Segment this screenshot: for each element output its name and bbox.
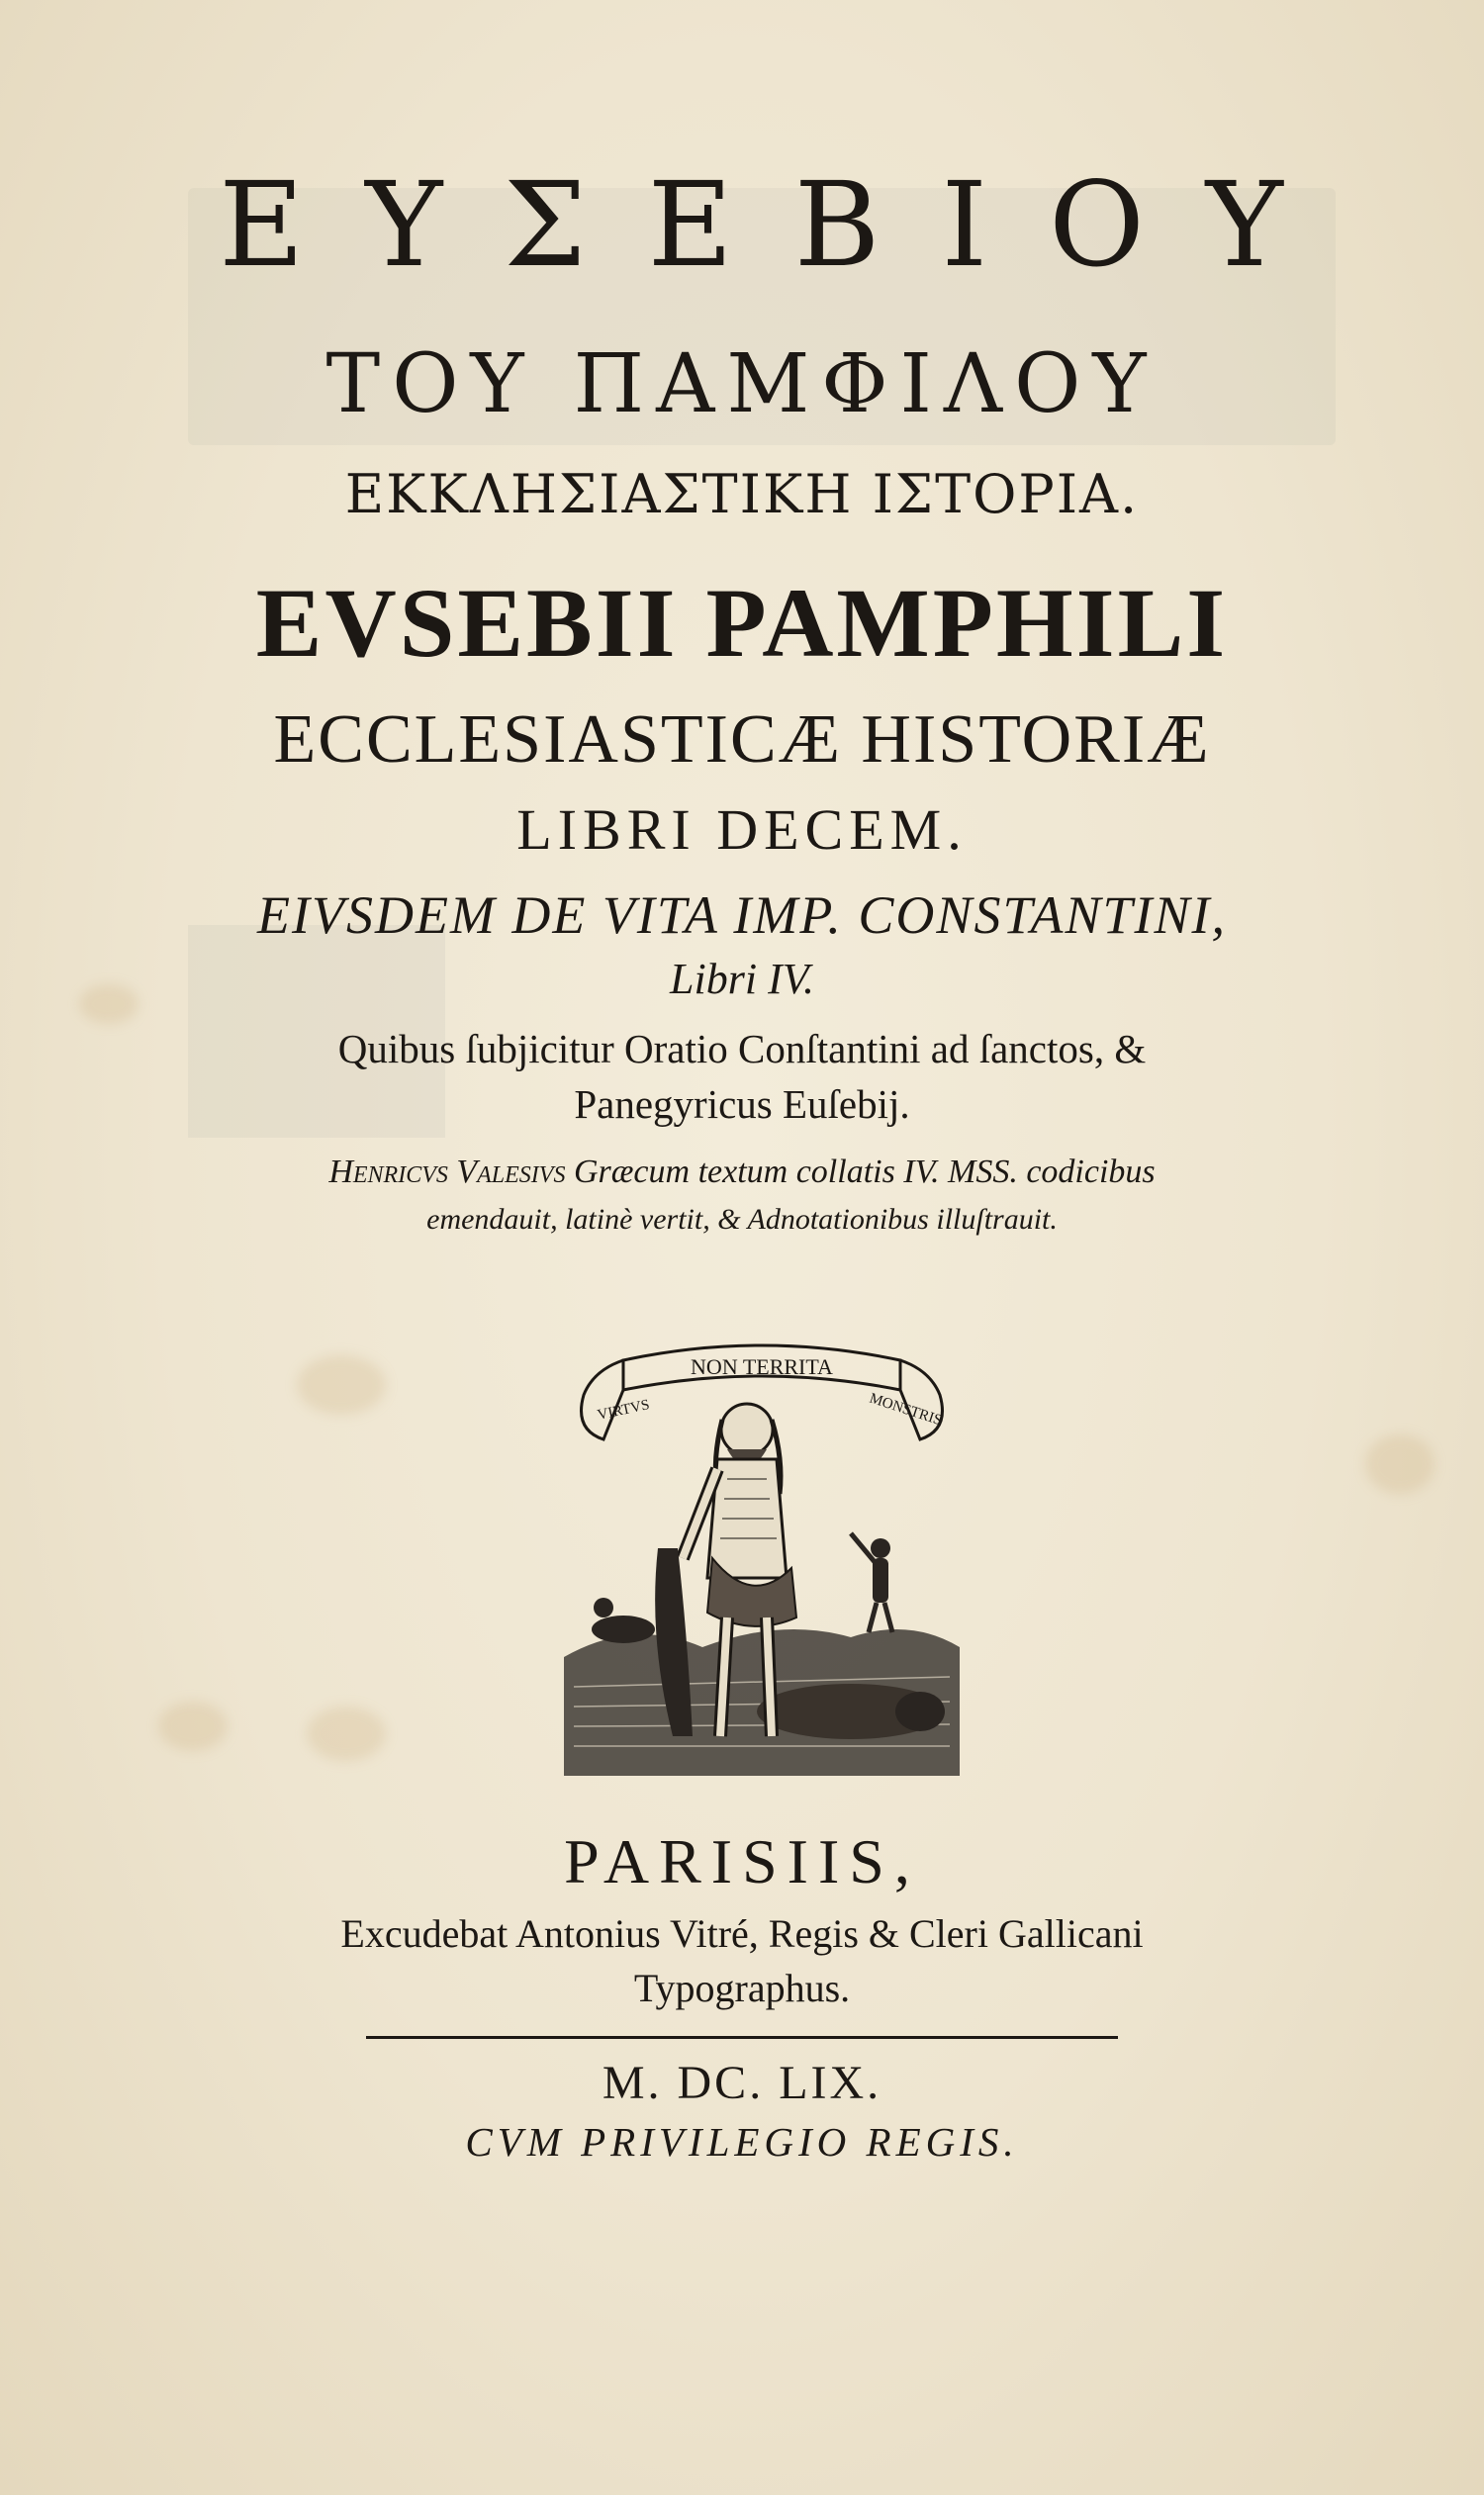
foxing-stain — [307, 1707, 386, 1761]
editor-name: Henricvs Valesivs — [328, 1154, 566, 1190]
foxing-stain — [297, 1355, 386, 1415]
greek-work-title: ΕΚΚΛΗΣΙΑΣΤΙΚΗ ΙΣΤΟΡΙΑ. — [344, 463, 1140, 525]
imprint-rule — [366, 2036, 1118, 2039]
editor-line-2: emendauit, latinè vertit, & Adnotationibus illuſtrauit. — [426, 1203, 1058, 1236]
reclining-figure — [592, 1598, 655, 1643]
greek-epithet: ΤΟΥ ΠΑΜΦΙΛΟΥ — [325, 337, 1159, 431]
banner-motto-right: MONSTRIS — [867, 1390, 944, 1430]
banner-motto-left: VIRTVS — [596, 1397, 651, 1424]
second-work-books: Libri IV. — [670, 955, 814, 1003]
appendix-line-1: Quibus ſubjicitur Oratio Conſtantini ad ſanctos, & — [337, 1026, 1147, 1071]
printers-device-woodcut — [554, 1321, 970, 1776]
editor-line-1-rest: Græcum textum collatis IV. MSS. codicibus — [573, 1154, 1156, 1190]
imprint-privilege: CVM PRIVILEGIO REGIS. — [465, 2119, 1019, 2165]
editor-line-1 — [0, 1155, 1484, 1189]
banner-left — [582, 1360, 624, 1439]
imprint-printer-line-2: Typographus. — [633, 1966, 851, 2010]
small-figure — [851, 1533, 892, 1632]
imprint-printer-line-1: Excudebat Antonius Vitré, Regis & Cleri Gallicani — [340, 1911, 1144, 1956]
second-work-title: EIVSDEM DE VITA IMP. CONSTANTINI, — [257, 885, 1227, 945]
imprint-place: PARISIIS, — [564, 1826, 920, 1896]
banner-motto-top: NON TERRITA — [691, 1354, 833, 1379]
foxing-stain — [158, 1702, 228, 1751]
latin-work-title: ECCLESIASTICÆ HISTORIÆ — [273, 701, 1211, 778]
greek-author: ΕΥΣΕΒΙΟΥ — [219, 156, 1345, 293]
latin-books: LIBRI DECEM. — [516, 797, 968, 862]
foxing-stain — [1365, 1434, 1435, 1494]
latin-author: EVSEBII PAMPHILI — [255, 568, 1229, 678]
appendix-line-2: Panegyricus Euſebij. — [574, 1081, 910, 1127]
imprint-year: M. DC. LIX. — [602, 2057, 882, 2109]
